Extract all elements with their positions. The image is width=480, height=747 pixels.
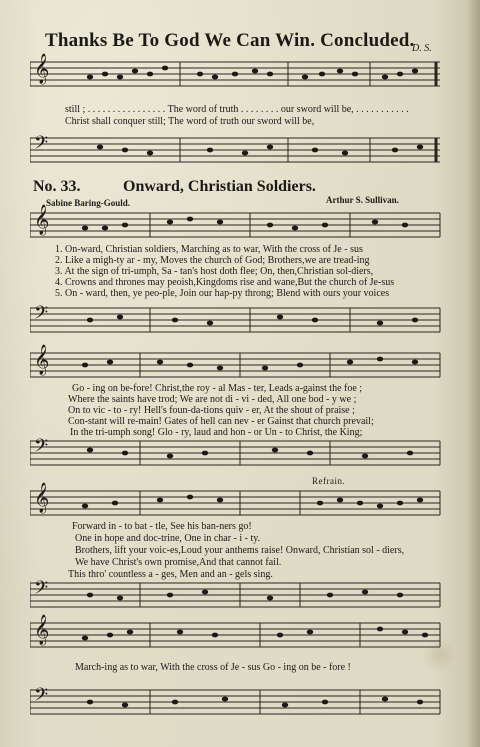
lyric-line: still ; . . . . . . . . . . . . . . . . The word of truth . . . . . . . . our sword will be, . . . . . . . . . . . bbox=[65, 104, 409, 115]
verse-line: In the tri-umph song! Glo - ry, laud and hon - or Un - to Christ, the King; bbox=[70, 427, 363, 438]
verse-line: On to vic - to - ry! Hell's foun-da-tions quiv - er, At the shout of praise ; bbox=[68, 405, 355, 416]
ds-marker: D. S. bbox=[412, 43, 432, 54]
bass-clef-icon: 𝄢 bbox=[34, 684, 49, 709]
page-title: Thanks Be To God We Can Win. Concluded. bbox=[45, 30, 415, 51]
staff-system-3-bass bbox=[30, 433, 444, 475]
staff-lines bbox=[30, 575, 444, 617]
staff-lines bbox=[30, 615, 444, 657]
verse-line: 1. On-ward, Christian soldiers, Marching as to war, With the cross of Je - sus bbox=[55, 244, 363, 255]
treble-clef-icon: 𝄞 bbox=[34, 205, 50, 234]
verse-line: This thro' countless a - ges, Men and an - gels sing. bbox=[68, 569, 273, 580]
treble-clef-icon: 𝄞 bbox=[34, 483, 50, 512]
verse-line: March-ing as to war, With the cross of Je - sus Go - ing on be - fore ! bbox=[75, 662, 351, 673]
lyricist: Sabine Baring-Gould. bbox=[46, 198, 131, 208]
staff-system-1-bass bbox=[30, 128, 444, 176]
bass-clef-icon: 𝄢 bbox=[34, 132, 49, 157]
staff-system-5-bass bbox=[30, 682, 444, 724]
staff-lines bbox=[30, 433, 444, 475]
staff-system-2-treble bbox=[30, 205, 444, 247]
verse-line: 4. Crowns and thrones may peoish,Kingdoms rise and wane,But the church of Je-sus bbox=[55, 277, 395, 288]
page-edge-shadow bbox=[466, 0, 480, 747]
staff-system-2-bass bbox=[30, 300, 444, 342]
treble-clef-icon: 𝄞 bbox=[34, 345, 50, 374]
staff-system-4-bass bbox=[30, 575, 444, 617]
refrain-label: Refrain. bbox=[312, 476, 346, 486]
verse-line: Con-stant will re-main! Gates of hell can nev - er Gainst that church prevail; bbox=[68, 416, 374, 427]
verse-line: One in hope and doc-trine, One in char - i - ty. bbox=[75, 533, 261, 544]
bass-clef-icon: 𝄢 bbox=[34, 302, 49, 327]
hymn-number: No. 33. bbox=[33, 178, 81, 195]
verse-line: Forward in - to bat - tle, See his ban-ners go! bbox=[72, 521, 252, 532]
staff-lines bbox=[30, 52, 444, 100]
verse-line: Brothers, lift your voic-es,Loud your anthems raise! Onward, Christian sol - diers, bbox=[75, 545, 405, 556]
staff-system-4-treble bbox=[30, 483, 444, 525]
staff-system-5-treble bbox=[30, 615, 444, 657]
paper-stain bbox=[422, 638, 456, 672]
bass-clef-icon: 𝄢 bbox=[34, 435, 49, 460]
lyric-line: Christ shall conquer still; The word of truth our sword will be, bbox=[65, 116, 315, 127]
hymn-title: Onward, Christian Soldiers. bbox=[123, 178, 316, 195]
treble-clef-icon: 𝄞 bbox=[34, 615, 50, 644]
staff-lines bbox=[30, 682, 444, 724]
staff-lines bbox=[30, 128, 444, 176]
treble-clef-icon: 𝄞 bbox=[34, 54, 50, 83]
verse-line: 3. At the sign of tri-umph, Sa - tan's host doth flee; On, then,Christian sol-diers, bbox=[55, 266, 374, 277]
staff-system-1-treble bbox=[30, 52, 444, 100]
staff-system-3-treble bbox=[30, 345, 444, 387]
staff-lines bbox=[30, 205, 444, 247]
verse-line: We have Christ's own promise,And that cannot fail. bbox=[75, 557, 282, 568]
bass-clef-icon: 𝄢 bbox=[34, 577, 49, 602]
staff-lines bbox=[30, 300, 444, 342]
verse-line: 2. Like a migh-ty ar - my, Moves the church of God; Brothers,we are tread-ing bbox=[55, 255, 370, 266]
staff-lines bbox=[30, 483, 444, 525]
verse-line: 5. On - ward, then, ye peo-ple, Join our hap-py throng; Blend with ours your voices bbox=[55, 288, 390, 299]
verse-line: Where the saints have trod; We are not di - vi - ded, All one bod - y we ; bbox=[68, 394, 357, 405]
staff-lines bbox=[30, 345, 444, 387]
composer: Arthur S. Sullivan. bbox=[326, 195, 399, 205]
verse-line: Go - ing on be-fore! Christ,the roy - al Mas - ter, Leads a-gainst the foe ; bbox=[72, 383, 363, 394]
